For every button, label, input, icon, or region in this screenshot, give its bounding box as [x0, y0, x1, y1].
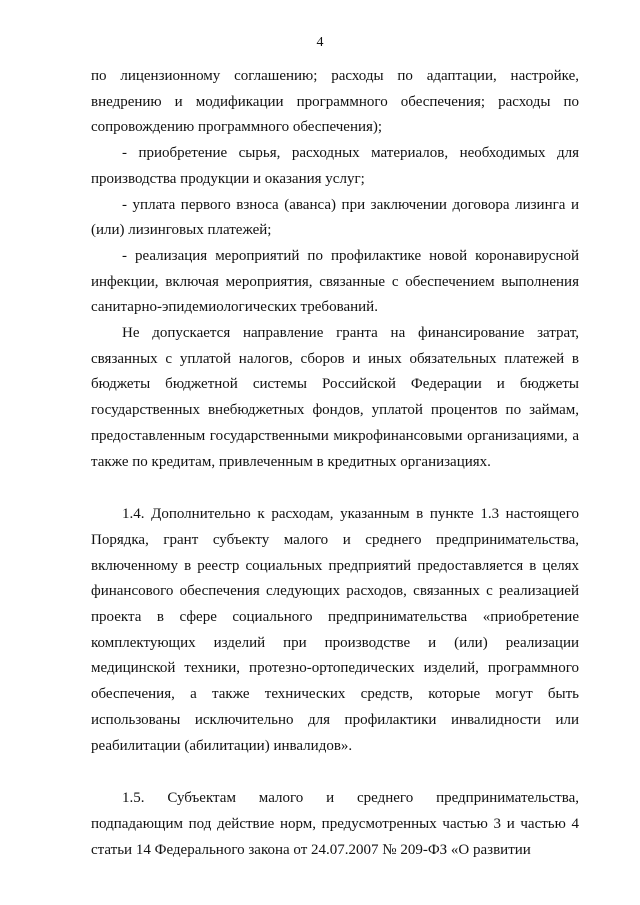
page-number: 4: [316, 35, 324, 50]
list-item-coronavirus: - реализация мероприятий по профилактике новой коронавирусной инфекции, включая мероприятия, связанные с обеспечением выполнения санитарно-эпидемиологических требований.: [91, 247, 579, 316]
clause-1-4: 1.4. Дополнительно к расходам, указанным в пункте 1.3 настоящего Порядка, грант субъекту малого и среднего предпринимательства, включенному в реестр социальных предприятий предоставляется в целях финансового обеспечения следующих расходов, связанных с реализацией проекта в сфере социального предпринимательства «приобретение комплектующих изделий при производстве и (или) реализации медицинской техники, протезно-ортопедических изделий, программного обеспечения, а также технических средств, которые могут быть использованы исключительно для профилактики инвалидности или реабилитации (абилитации) инвалидов».: [91, 506, 579, 754]
list-item-raw-materials: - приобретение сырья, расходных материалов, необходимых для производства продукции и оказания услуг;: [91, 145, 579, 187]
paragraph-restrictions: Не допускается направление гранта на финансирование затрат, связанных с уплатой налогов, сборов и иных обязательных платежей в бюджеты бюджетной системы Российской Федерации и бюджеты государственных внебюджетных фондов, уплатой процентов по займам, предоставленным государственными микрофинансовыми организациями, а также по кредитам, привлеченным в кредитных организациях.: [91, 325, 579, 470]
clause-1-5: 1.5. Субъектам малого и среднего предпринимательства, подпадающим под действие норм, предусмотренных частью 3 и частью 4 статьи 14 Федерального закона от 24.07.2007 № 209-ФЗ «О развитии: [91, 790, 579, 858]
paragraph-continuation: по лицензионному соглашению; расходы по адаптации, настройке, внедрению и модификации программного обеспечения; расходы по сопровождению программного обеспечения);: [91, 68, 579, 136]
list-item-leasing: - уплата первого взноса (аванса) при заключении договора лизинга и (или) лизинговых платежей;: [91, 196, 579, 239]
document-body: [91, 64, 579, 863]
